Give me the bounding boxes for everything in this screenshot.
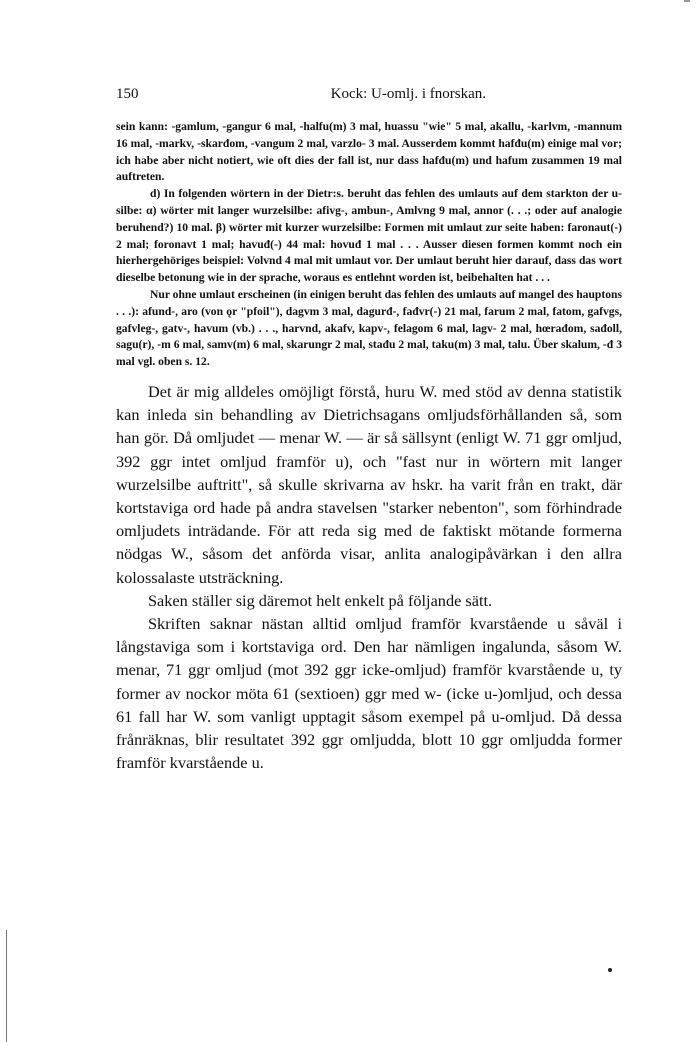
main-text [116, 380, 622, 774]
quote-paragraph-3: Nur ohne umlaut erscheinen (in einigen beruht das fehlen des umlauts auf mangel des hauptons . . .): afund-, aro (von ǫr "pfoil"), dagvm 3 mal, dagurđ-, fađvr(-) 21 mal, farum 2 mal, fatom, gafvgs, gafvleg-, gatv-, havum (vb.) . . ., harvnd, akafv, kapv-, felagom 6 mal, lagv- 2 mal, hœrađom, sađoll, sagu(r), -m 6 mal, samv(m) 6 mal, skarungr 2 mal, stađu 2 mal, taku(m) 3 mal, talu. Über skalum, -đ 3 mal vgl. oben s. 12. [116, 287, 622, 369]
body-paragraph-3: Skriften saknar nästan alltid omljud framför kvarstående u såväl i långstaviga som i kortstaviga ord. Den har nämligen ingalunda, såsom W. menar, 71 ggr omljud (mot 392 ggr icke-omljud) framför kvarstående u, ty former av nockor möta 61 (sextioen) ggr med w- (icke u-)omljud, och dessa 61 fall har W. som vanligt upptagit såsom exempel på u-omljud. Då dessa frånräknas, blir resultatet 392 ggr omljudda, blott 10 ggr omljudda former framför kvarstående u. [116, 613, 622, 773]
page-number: 150 [116, 86, 139, 102]
page-corner-mark [684, 0, 690, 2]
quoted-block [116, 119, 622, 371]
book-page [116, 86, 622, 774]
running-title: Kock: U-omlj. i fnorskan. [330, 86, 486, 102]
body-paragraph-2: Saken ställer sig däremot helt enkelt på följande sätt. [148, 590, 493, 610]
quote-paragraph-2: d) In folgenden wörtern in der Dietr:s. beruht das fehlen des umlauts auf dem starkton der u-silbe: α) wörter mit langer wurzelsilbe: afivg-, ambun-, Amlvng 9 mal, annor (. . .; oder auf analogie beruhend?) 10 mal. β) wörter mit kurzer wurzelsilbe: Formen mit umlaut zur seite haben: faronaut(-) 2 mal; foronavt 1 mal; havuđ(-) 44 mal: hovuđ 1 mal . . . Ausser diesen formen kommt noch ein hierhergehöriges beispiel: Volvnd 4 mal mit umlaut vor. Der umlaut beruht hier darauf, dass das wort dieselbe betonung wie in der sprache, woraus es entlehnt worden ist, beibehalten hat . . . [116, 187, 622, 285]
body-paragraph-1: Det är mig alldeles omöjligt förstå, huru W. med stöd av denna statistik kan inleda sin behandling av Dietrichsagans omljudsförhållanden så, som han gör. Då omljudet — menar W. — är så sällsynt (enligt W. 71 ggr omljud, 392 ggr intet omljud framför u), och "fast nur in wörtern mit langer wurzelsilbe auftritt", så skulle skrivarna av hskr. ha varit från en trakt, där kortstaviga ord hade på andra stavelsen "starker nebenton", som förhindrade omljudets inträdande. För att reda sig med de faktiskt mötande formerna nödgas W., såsom det anförda visar, anlita analogipåvärkan i den allra kolossalaste utsträckning. [116, 381, 622, 587]
quote-paragraph-1: sein kann: -gamlum, -gangur 6 mal, -halfu(m) 3 mal, huassu "wie" 5 mal, akallu, -karlvm, -mannum 16 mal, -markv, -skarđom, -vangum 2 mal, varzlo- 3 mal. Ausserdem kommt hafđu(m) einige mal vor; ich habe aber nicht notiert, wie oft dies der fall ist, nur dass hafđu(m) und hafum zusammen 19 mal auftreten. [116, 120, 622, 184]
scan-edge-line [6, 930, 7, 1042]
running-header [116, 86, 622, 103]
ink-dot [608, 968, 612, 972]
